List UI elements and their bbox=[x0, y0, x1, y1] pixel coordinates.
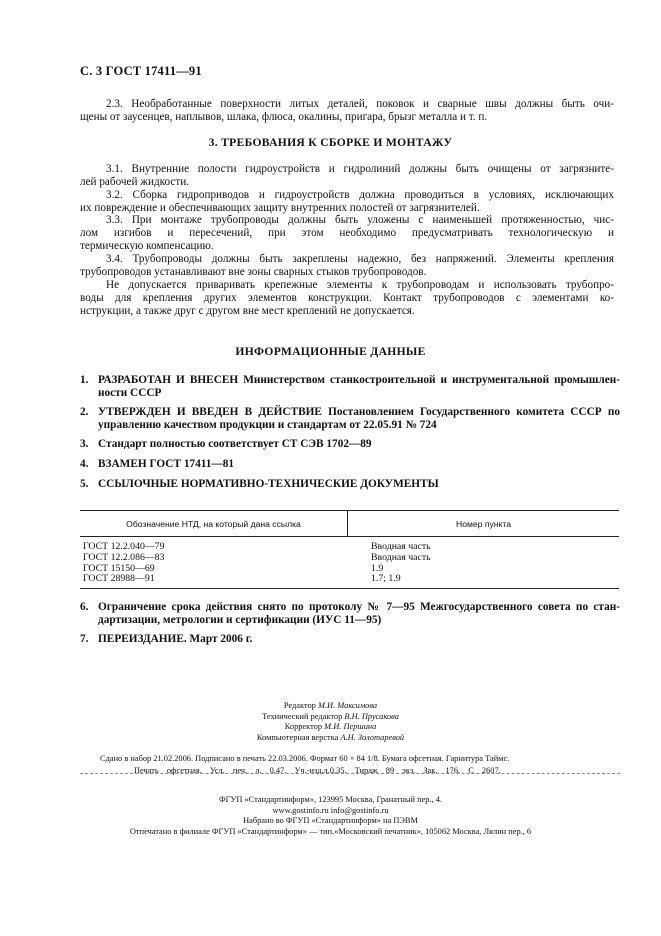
credits bbox=[0, 701, 661, 743]
table-cell-ntd: ГОСТ 28988—91 bbox=[83, 573, 155, 584]
item-number: 2. bbox=[80, 406, 89, 418]
table-cell-clause: 1.7; 1.9 bbox=[371, 573, 401, 584]
paragraph-3-4 bbox=[80, 253, 614, 279]
divider-line bbox=[80, 773, 620, 774]
text-line: ВЗАМЕН ГОСТ 17411—81 bbox=[98, 458, 235, 470]
imprint-line-1: Сдано в набор 21.02.2006. Подписано в печать 22.03.2006. Формат 60 × 84 1/8. Бумага офсетная. Гарнитура Таймс. bbox=[100, 754, 510, 763]
text-line: ности СССР bbox=[98, 387, 162, 399]
credit-editor: Редактор М.И. Максимова bbox=[283, 701, 378, 710]
table-cell-clause: Вводная часть bbox=[371, 541, 431, 552]
text-line: щены от заусенцев, наплывов, шлака, флюса, окалины, пригара, брызг металла и т. п. bbox=[80, 110, 488, 123]
text-line: УТВЕРЖДЕН И ВВЕДЕН В ДЕЙСТВИЕ Постановлением Государственного комитета СССР по bbox=[98, 406, 620, 418]
page-header: С. 3 ГОСТ 17411—91 bbox=[80, 64, 202, 78]
item-number: 6. bbox=[80, 601, 89, 613]
text-line: управлению качеством продукции и стандартам от 22.05.91 № 724 bbox=[98, 419, 437, 431]
info-title: ИНФОРМАЦИОННЫЕ ДАННЫЕ bbox=[235, 345, 426, 358]
table-header-ntd: Обозначение НТД, на который дана ссылка bbox=[126, 519, 301, 529]
imprint-line-2: Печать офсетная. Усл. печ. л. 0,47. Уч.-изд.л.0,35. Тираж 89 экз. Зак. 176. С 2607. bbox=[134, 766, 501, 775]
table-cell-clause: 1.9 bbox=[371, 563, 384, 574]
text-line: 2.3. Необработанные поверхности литых деталей, поковок и сварные швы должны быть очи- bbox=[106, 98, 614, 110]
text-line: дартизации, метрологии и сертификации (ИУС 11—95) bbox=[98, 614, 382, 626]
text-line: 3.3. При монтаже трубопроводы должны быть уложены с наименьшей протяженностью, чис- bbox=[106, 214, 614, 226]
table-header-rule bbox=[80, 536, 619, 537]
item-number: 1. bbox=[80, 374, 89, 386]
text-line: воды для крепления других элементов конструкции. Контакт трубопроводов с элементами ко- bbox=[80, 291, 614, 304]
text-line: трубопроводов устанавливают вне зоны сварных стыков трубопроводов. bbox=[80, 265, 427, 278]
text-line: Не допускается приваривать крепежные элементы к трубопроводам и использовать трубопро- bbox=[106, 279, 614, 291]
paragraph-3-5 bbox=[80, 279, 614, 317]
item-number: 3. bbox=[80, 438, 89, 450]
paragraph-3-1 bbox=[80, 163, 614, 189]
text-line: 3.4. Трубопроводы должны быть закреплены надежно, без напряжений. Элементы крепления bbox=[106, 253, 614, 265]
credit-layout: Компьютерная верстка А.Н. Золотаревой bbox=[256, 732, 405, 742]
text-line: РАЗРАБОТАН И ВНЕСЕН Министерством станкостроительной и инструментальной промышлен- bbox=[98, 374, 620, 386]
text-line: нструкции, а также друг с другом вне мест креплений не допускается. bbox=[80, 304, 415, 317]
text-line: термическую компенсацию. bbox=[80, 239, 214, 252]
publisher-web: www.gostinfo.ru info@gostinfo.ru bbox=[272, 805, 389, 815]
publisher-typeset: Набрано во ФГУП «Стандартинформ» на ПЭВМ bbox=[243, 816, 418, 826]
text-line: ССЫЛОЧНЫЕ НОРМАТИВНО-ТЕХНИЧЕСКИЕ ДОКУМЕНТЫ bbox=[98, 478, 439, 490]
text-line: лей рабочей жидкости. bbox=[80, 175, 190, 188]
text-line: 3.1. Внутренние полости гидроустройств и гидролиний должны быть очищены от загрязните- bbox=[106, 163, 614, 175]
text-line: их повреждение и обеспечивающих защиту внутренних полостей от загрязнителей. bbox=[80, 201, 480, 214]
table-cell-clause: Вводная часть bbox=[371, 552, 431, 563]
paragraph-3-3 bbox=[80, 214, 614, 252]
paragraph-2-3 bbox=[80, 98, 614, 124]
text-line: Стандарт полностью соответствует СТ СЭВ 1702—89 bbox=[98, 438, 372, 450]
text-line: ПЕРЕИЗДАНИЕ. Март 2006 г. bbox=[98, 633, 253, 645]
credit-proofreader: Корректор М.И. Першина bbox=[284, 722, 377, 732]
item-number: 7. bbox=[80, 633, 89, 645]
reference-table bbox=[80, 510, 619, 589]
table-cell-ntd: ГОСТ 15150—69 bbox=[83, 563, 155, 574]
publisher-printed: Отпечатано в филиале ФГУП «Стандартинформ» — тип.«Московский печатник», 105062 Москва, Лялин пер., 6 bbox=[129, 826, 532, 836]
section-3-title: 3. ТРЕБОВАНИЯ К СБОРКЕ И МОНТАЖУ bbox=[208, 136, 453, 149]
text-line: 3.2. Сборка гидроприводов и гидроустройств должна проводиться в условиях, исключающих bbox=[106, 189, 614, 201]
item-number: 4. bbox=[80, 458, 89, 470]
text-line: Ограничение срока действия снято по протоколу № 7—95 Межгосударственного совета по стан- bbox=[98, 601, 620, 613]
item-number: 5. bbox=[80, 478, 89, 490]
table-cell-ntd: ГОСТ 12.2.040—79 bbox=[83, 541, 165, 552]
paragraph-3-2 bbox=[80, 189, 614, 215]
publisher-info bbox=[0, 795, 661, 837]
credit-tech-editor: Технический редактор В.Н. Прусакова bbox=[262, 711, 399, 721]
table-cell-ntd: ГОСТ 12.2.086—83 bbox=[83, 552, 165, 563]
publisher-address: ФГУП «Стандартинформ», 123995 Москва, Гранатный пер., 4. bbox=[218, 795, 443, 804]
table-header-clause: Номер пункта bbox=[455, 519, 511, 529]
text-line: лом изгибов и пересечений, при этом необходимо предусматривать технологическую и bbox=[80, 226, 614, 239]
